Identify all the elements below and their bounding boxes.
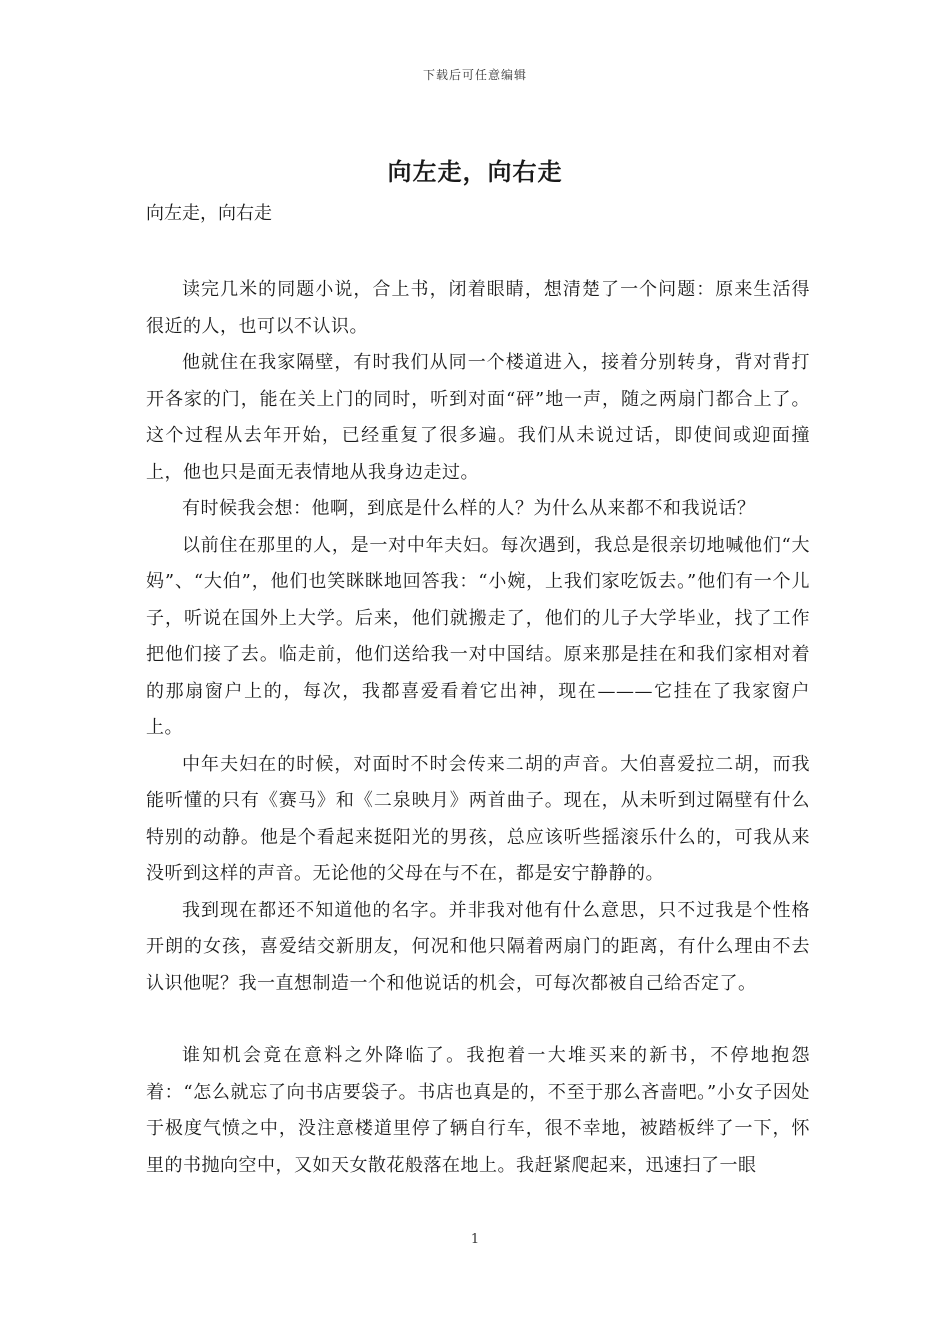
paragraph: 他就住在我家隔壁，有时我们从同一个楼道进入，接着分别转身，背对背打开各家的门，能在关上门的同时，听到对面“砰”地一声，随之两扇门都合上了。这个过程从去年开始，已经重复了很多遍。我们从未说过话，即使间或迎面撞上，他也只是面无表情地从我身边走过。	[146, 352, 810, 483]
document-subtitle: 向左走，向右走	[146, 203, 272, 224]
paragraph: 有时候我会想：他啊，到底是什么样的人？为什么从来都不和我说话？	[182, 498, 756, 519]
document-title: 向左走，向右走	[387, 157, 563, 186]
paragraph: 我到现在都还不知道他的名字。并非我对他有什么意思，只不过我是个性格开朗的女孩，喜爱结交新朋友，何况和他只隔着两扇门的距离，有什么理由不去认识他呢？我一直想制造一个和他说话的机会，可每次都被自己给否定了。	[146, 899, 810, 994]
page-number: 1	[470, 1232, 480, 1247]
paragraph: 以前住在那里的人，是一对中年夫妇。每次遇到，我总是很亲切地喊他们“大妈”、“大伯”，他们也笑眯眯地回答我：“小婉，上我们家吃饭去。”他们有一个儿子，听说在国外上大学。后来，他们就搬走了，他们的儿子大学毕业，找了工作把他们接了去。临走前，他们送给我一对中国结。原来那是挂在和我们家相对着的那扇窗户上的，每次，我都喜爱看着它出神，现在———它挂在了我家窗户上。	[146, 534, 810, 738]
header-note: 下载后可任意编辑	[422, 68, 527, 82]
paragraph: 读完几米的同题小说，合上书，闭着眼睛，想清楚了一个问题：原来生活得很近的人，也可以不认识。	[146, 279, 810, 337]
paragraph: 中年夫妇在的时候，对面时不时会传来二胡的声音。大伯喜爱拉二胡，而我能听懂的只有《赛马》和《二泉映月》两首曲子。现在，从未听到过隔壁有什么特别的动静。他是个看起来挺阳光的男孩，总应该听些摇滚乐什么的，可我从来没听到这样的声音。无论他的父母在与不在，都是安宁静静的。	[146, 753, 810, 884]
body-text	[146, 272, 810, 1184]
paragraph: 谁知机会竟在意料之外降临了。我抱着一大堆买来的新书，不停地抱怨着：“怎么就忘了向书店要袋子。书店也真是的，不至于那么吝啬吧。”小女子因处于极度气愤之中，没注意楼道里停了辆自行车，很不幸地，被踏板绊了一下，怀里的书抛向空中，又如天女散花般落在地上。我赶紧爬起来，迅速扫了一眼	[146, 1045, 810, 1176]
